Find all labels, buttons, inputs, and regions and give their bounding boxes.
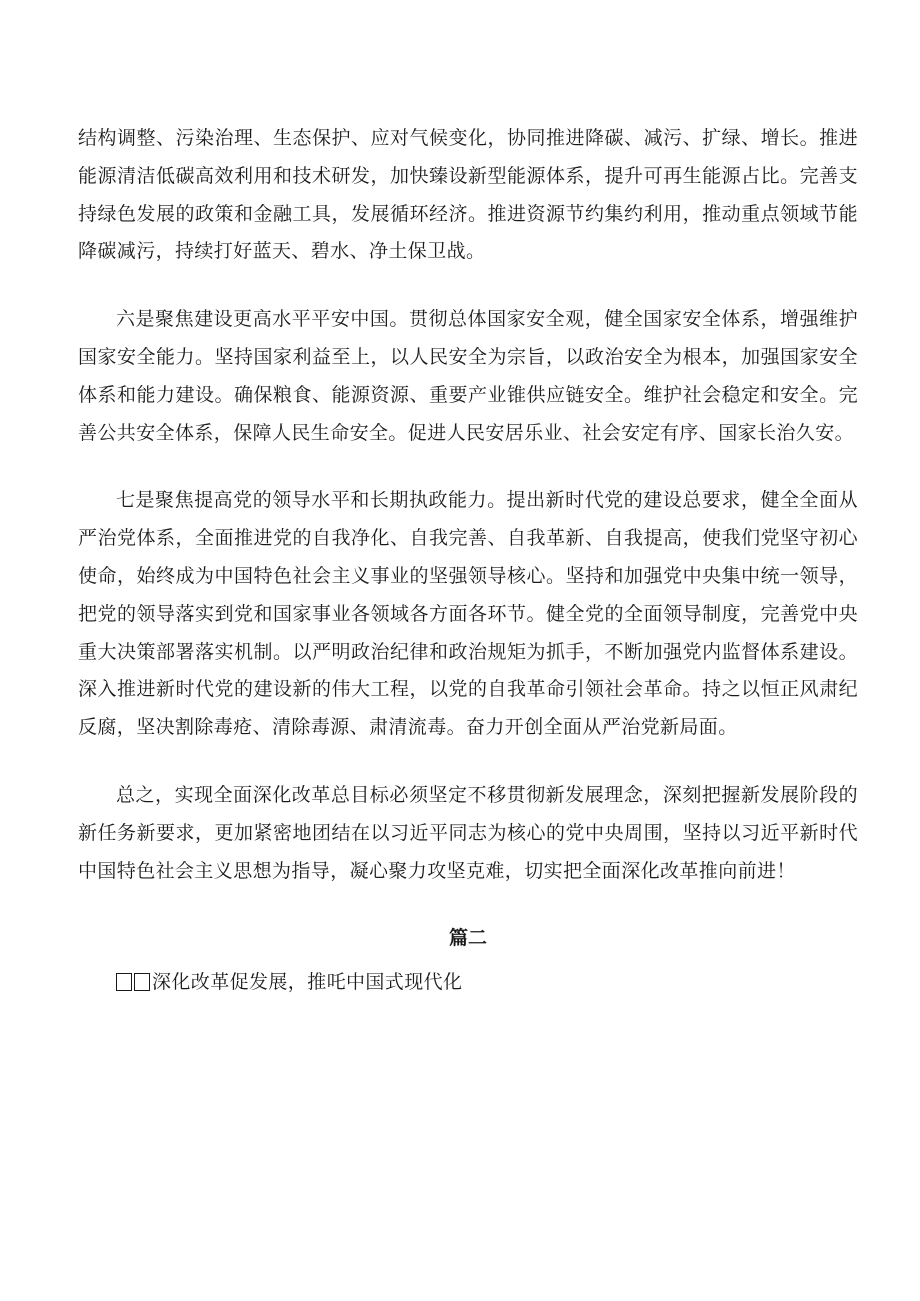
paragraph-3: 七是聚焦提高党的领导水平和长期执政能力。提出新时代党的建设总要求，健全全面从严治党体系，全面推进党的自我净化、自我完善、自我革新、自我提高，使我们党坚守初心使命，始终成为中国特色社会主义事业的坚强领导核心。坚持和加强党中央集中统一领导，把党的领导落实到党和国家事业各领域各方面各环节。健全党的全面领导制度，完善党中央重大决策部署落实机制。以严明政治纪律和政治规矩为抓手，不断加强党内监督体系建设。深入推进新时代党的建设新的伟大工程，以党的自我革命引领社会革命。持之以恒正风肃纪反腐，坚决割除毒疮、清除毒源、肃清流毒。奋力开创全面从严治党新局面。 [78,489,858,739]
paragraph-1: 结构调整、污染治理、生态保护、应对气候变化，协同推进降碳、减污、扩绿、增长。推进能源清洁低碳高效利用和技术研发，加快臻设新型能源体系，提升可再生能源占比。完善支持绿色发展的政策和金融工具，发展循环经济。推进资源节约集约利用，推动重点领域节能降碳减污，持续打好蓝天、碧水、净土保卫战。 [78,127,858,263]
paragraph-gap [78,271,858,301]
paragraph-2: 六是聚焦建设更高水平平安中国。贯彻总体国家安全观，健全国家安全体系，增强维护国家安全能力。坚持国家利益至上，以人民安全为宗旨，以政治安全为根本，加强国家安全体系和能力建设。确保粮食、能源资源、重要产业锥供应链安全。维护社会稳定和安全。完善公共安全体系，保障人民生命安全。促进人民安居乐业、社会安定有序、国家长治久安。 [78,308,858,444]
paragraph-gap [78,747,858,777]
missing-glyph-box-icon [134,973,150,991]
missing-glyph-box-icon [116,973,132,991]
subtitle-line [78,964,858,1002]
paragraph-gap [78,452,858,482]
paragraph-gap [78,890,858,920]
section-heading: 篇二 [448,927,487,950]
document-page [78,120,858,1002]
paragraph-4: 总之，实现全面深化改革总目标必须坚定不移贯彻新发展理念，深刻把握新发展阶段的新任务新要求，更加紧密地团结在以习近平同志为核心的党中央周围，坚持以习近平新时代中国特色社会主义思想为指导，凝心聚力攻坚克难，切实把全面深化改革推向前进！ [78,783,858,882]
subtitle-text: 深化改革促发展，推吒中国式现代化 [152,971,463,994]
